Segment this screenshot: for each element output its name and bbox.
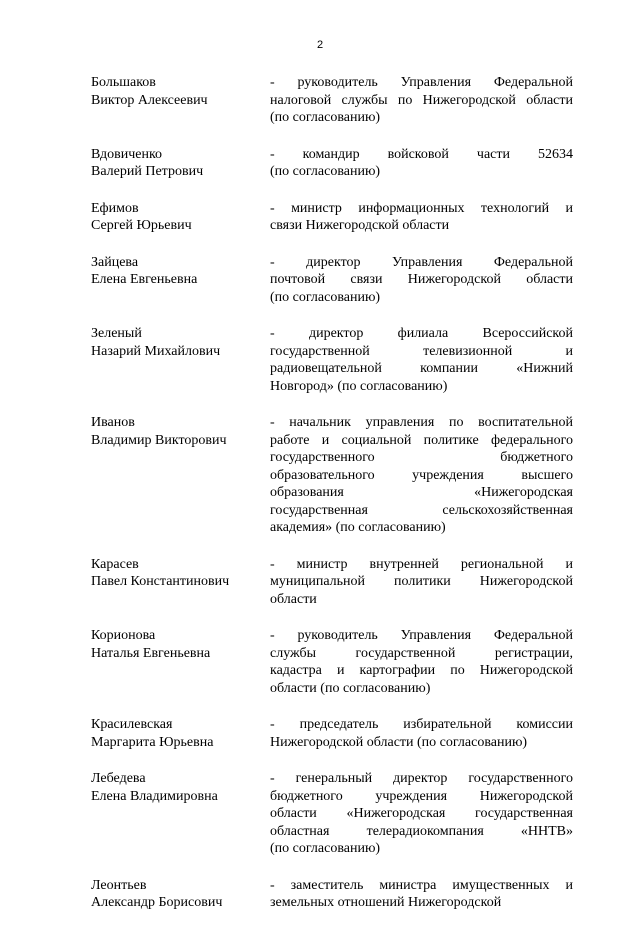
page-number: 2 bbox=[316, 39, 324, 51]
member-given-names: Елена Владимировна bbox=[91, 788, 218, 804]
position-line: почтовой связи Нижегородской области bbox=[270, 272, 573, 287]
member-position bbox=[270, 74, 573, 127]
member-name bbox=[91, 414, 270, 537]
member-given-names: Виктор Алексеевич bbox=[91, 92, 208, 108]
member-given-names: Елена Евгеньевна bbox=[91, 272, 198, 287]
member-surname: Иванов bbox=[91, 415, 135, 430]
position-line: области «Нижегородская государственная bbox=[270, 806, 573, 821]
member-position bbox=[270, 146, 573, 181]
member-position bbox=[270, 200, 573, 235]
member-surname: Корионова bbox=[91, 628, 156, 643]
member-given-names: Наталья Евгеньевна bbox=[91, 645, 211, 661]
member-surname: Леонтьев bbox=[91, 877, 147, 893]
position-line: области bbox=[270, 591, 317, 607]
position-line: кадастра и картографии по Нижегородской bbox=[270, 663, 573, 678]
member-given-names: Маргарита Юрьевна bbox=[91, 734, 214, 750]
member-position bbox=[270, 770, 573, 858]
position-line: - министр информационных технологий и bbox=[270, 200, 573, 216]
position-line: службы государственной регистрации, bbox=[270, 645, 573, 661]
member-entry bbox=[91, 770, 573, 858]
member-name bbox=[91, 200, 270, 235]
position-line: - заместитель министра имущественных и bbox=[270, 877, 573, 893]
position-line: Нижегородской области (по согласованию) bbox=[270, 734, 528, 750]
position-line: (по согласованию) bbox=[270, 289, 381, 305]
position-line: радиовещательной компании «Нижний bbox=[270, 361, 573, 376]
position-line: области (по согласованию) bbox=[270, 680, 431, 696]
member-entry bbox=[91, 74, 573, 127]
member-entry bbox=[91, 877, 573, 912]
member-list bbox=[91, 74, 573, 931]
member-position bbox=[270, 414, 573, 537]
member-position bbox=[270, 254, 573, 307]
position-line: государственная сельскохозяйственная bbox=[270, 502, 573, 518]
member-entry bbox=[91, 254, 573, 307]
position-line: - директор Управления Федеральной bbox=[270, 254, 573, 270]
member-name bbox=[91, 325, 270, 395]
position-line: - руководитель Управления Федеральной bbox=[270, 628, 573, 643]
position-line: связи Нижегородской области bbox=[270, 218, 450, 233]
position-line: образования «Нижегородская bbox=[270, 485, 573, 500]
member-surname: Зайцева bbox=[91, 254, 139, 270]
position-line: государственного бюджетного bbox=[270, 450, 573, 465]
position-line: (по согласованию) bbox=[270, 164, 381, 179]
position-line: - министр внутренней региональной и bbox=[270, 556, 573, 572]
member-name bbox=[91, 254, 270, 307]
member-position bbox=[270, 877, 573, 912]
member-given-names: Владимир Викторович bbox=[91, 432, 227, 448]
member-name bbox=[91, 74, 270, 127]
member-surname: Большаков bbox=[91, 75, 156, 90]
member-entry bbox=[91, 716, 573, 751]
member-given-names: Валерий Петрович bbox=[91, 164, 204, 179]
member-position bbox=[270, 627, 573, 697]
position-line: - руководитель Управления Федеральной bbox=[270, 75, 573, 90]
member-entry bbox=[91, 325, 573, 395]
position-line: государственной телевизионной и bbox=[270, 343, 573, 359]
position-line: налоговой службы по Нижегородской области bbox=[270, 92, 573, 108]
position-line: областная телерадиокомпания «ННТВ» bbox=[270, 823, 573, 839]
member-surname: Лебедева bbox=[91, 771, 146, 786]
position-line: - командир войсковой части 52634 bbox=[270, 146, 573, 162]
position-line: - председатель избирательной комиссии bbox=[270, 717, 573, 732]
position-line: - начальник управления по воспитательной bbox=[270, 415, 573, 430]
member-entry bbox=[91, 556, 573, 609]
position-line: - генеральный директор государственного bbox=[270, 771, 573, 786]
position-line: земельных отношений Нижегородской bbox=[270, 895, 502, 910]
member-name bbox=[91, 716, 270, 751]
member-name bbox=[91, 146, 270, 181]
member-position bbox=[270, 325, 573, 395]
member-entry bbox=[91, 146, 573, 181]
member-given-names: Павел Константинович bbox=[91, 574, 230, 589]
position-line: - директор филиала Всероссийской bbox=[270, 326, 573, 341]
member-surname: Красилевская bbox=[91, 717, 173, 732]
member-position bbox=[270, 556, 573, 609]
position-line: муниципальной политики Нижегородской bbox=[270, 574, 573, 589]
member-surname: Ефимов bbox=[91, 200, 139, 216]
position-line: работе и социальной политике федерального bbox=[270, 432, 573, 448]
member-name bbox=[91, 627, 270, 697]
member-name bbox=[91, 770, 270, 858]
member-position bbox=[270, 716, 573, 751]
position-line: (по согласованию) bbox=[270, 110, 381, 125]
member-given-names: Сергей Юрьевич bbox=[91, 218, 192, 233]
member-given-names: Назарий Михайлович bbox=[91, 343, 221, 359]
member-given-names: Александр Борисович bbox=[91, 895, 223, 910]
position-line: образовательного учреждения высшего bbox=[270, 467, 573, 483]
position-line: (по согласованию) bbox=[270, 841, 381, 856]
position-line: Новгород» (по согласованию) bbox=[270, 378, 448, 394]
position-line: бюджетного учреждения Нижегородской bbox=[270, 788, 573, 804]
member-surname: Зеленый bbox=[91, 326, 142, 341]
member-name bbox=[91, 556, 270, 609]
member-surname: Вдовиченко bbox=[91, 146, 163, 162]
member-entry bbox=[91, 200, 573, 235]
member-entry bbox=[91, 414, 573, 537]
member-entry bbox=[91, 627, 573, 697]
position-line: академия» (по согласованию) bbox=[270, 520, 446, 535]
member-name bbox=[91, 877, 270, 912]
member-surname: Карасев bbox=[91, 556, 139, 572]
